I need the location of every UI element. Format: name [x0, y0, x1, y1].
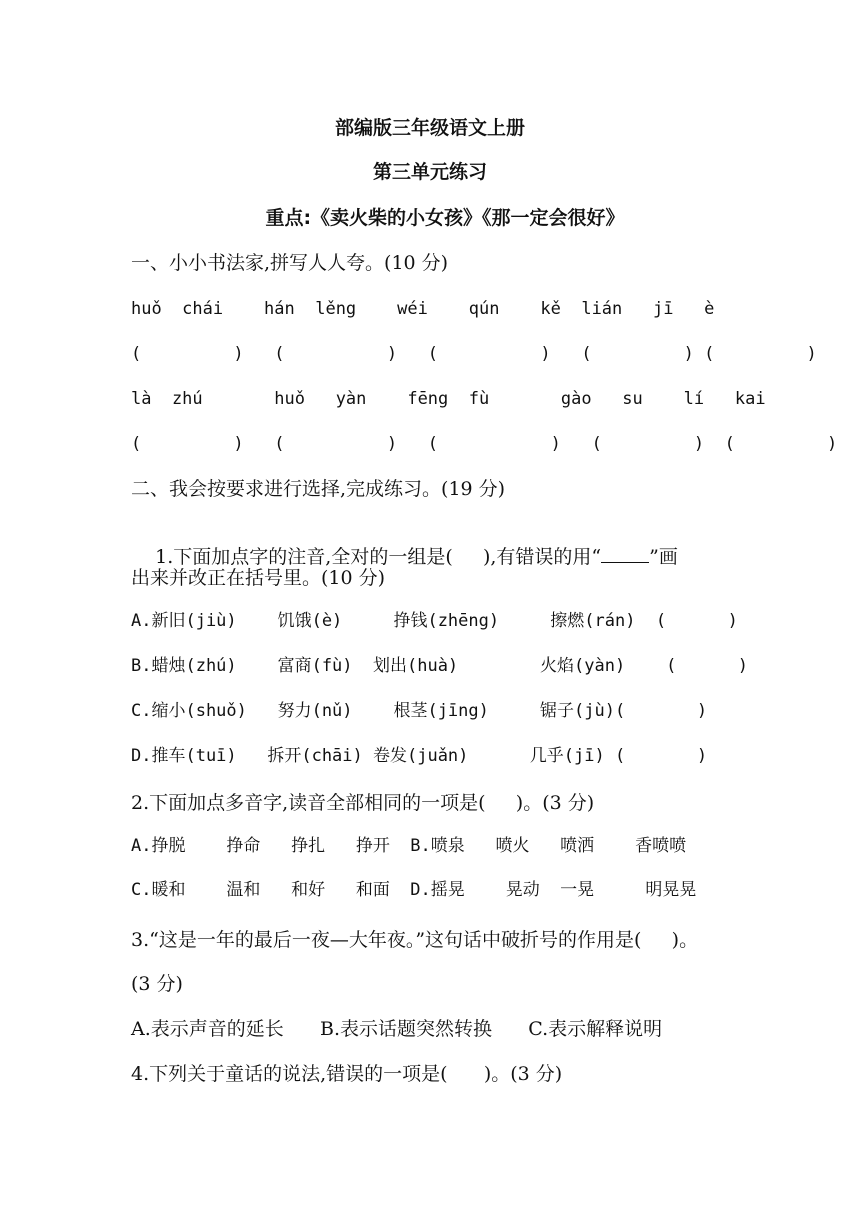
- question-1-option-b: B.蜡烛(zhú) 富商(fù) 划出(huà) 火焰(yàn) ( ): [131, 656, 749, 676]
- question-2-options-row-1: A.挣脱 挣命 挣扎 挣开 B.喷泉 喷火 喷洒 香喷喷: [131, 836, 687, 856]
- answer-brackets-row-1: ( ) ( ) ( ) ( ) ( ): [131, 344, 817, 364]
- question-1-stem-part-a: 1.下面加点字的注音,全对的一组是( ),有错误的用“: [155, 546, 602, 568]
- question-1-option-c: C.缩小(shuǒ) 努力(nǔ) 根茎(jīng) 锯子(jù)( ): [131, 701, 708, 721]
- question-3-options: A.表示声音的延长 B.表示话题突然转换 C.表示解释说明: [131, 1018, 663, 1040]
- question-1-stem-line-2: 出来并改正在括号里。(10 分): [131, 567, 386, 589]
- page-title: 部编版三年级语文上册: [334, 117, 525, 139]
- answer-brackets-row-2: ( ) ( ) ( ) ( ) ( ): [131, 434, 838, 454]
- page-subtitle: 第三单元练习: [372, 161, 487, 183]
- question-1-option-a: A.新旧(jiù) 饥饿(è) 挣钱(zhēng) 擦燃(rán) ( ): [131, 611, 738, 631]
- section1-heading: 一、小小书法家,拼写人人夸。(10 分): [131, 252, 449, 274]
- section2-heading: 二、我会按要求进行选择,完成练习。(19 分): [131, 478, 506, 500]
- question-2-options-row-2: C.暖和 温和 和好 和面 D.摇晃 晃动 一晃 明晃晃: [131, 880, 697, 900]
- question-3-stem: 3.“这是一年的最后一夜—大年夜。”这句话中破折号的作用是( )。: [131, 929, 699, 951]
- underline-blank: [601, 546, 649, 563]
- question-4-stem: 4.下列关于童话的说法,错误的一项是( )。(3 分): [131, 1063, 563, 1085]
- question-2-stem: 2.下面加点多音字,读音全部相同的一项是( )。(3 分): [131, 792, 595, 814]
- pinyin-row-1: huǒ chái hán lěng wéi qún kě lián jī è: [131, 299, 715, 319]
- focus-line: 重点:《卖火柴的小女孩》《那一定会很好》: [265, 207, 625, 229]
- question-1-option-d: D.推车(tuī) 拆开(chāi) 卷发(juǎn) 几乎(jī) ( ): [131, 746, 708, 766]
- pinyin-row-2: là zhú huǒ yàn fēng fù gào su lí kai: [131, 389, 766, 409]
- question-3-score: (3 分): [131, 973, 183, 995]
- question-1-stem-part-b: ”画: [649, 546, 678, 568]
